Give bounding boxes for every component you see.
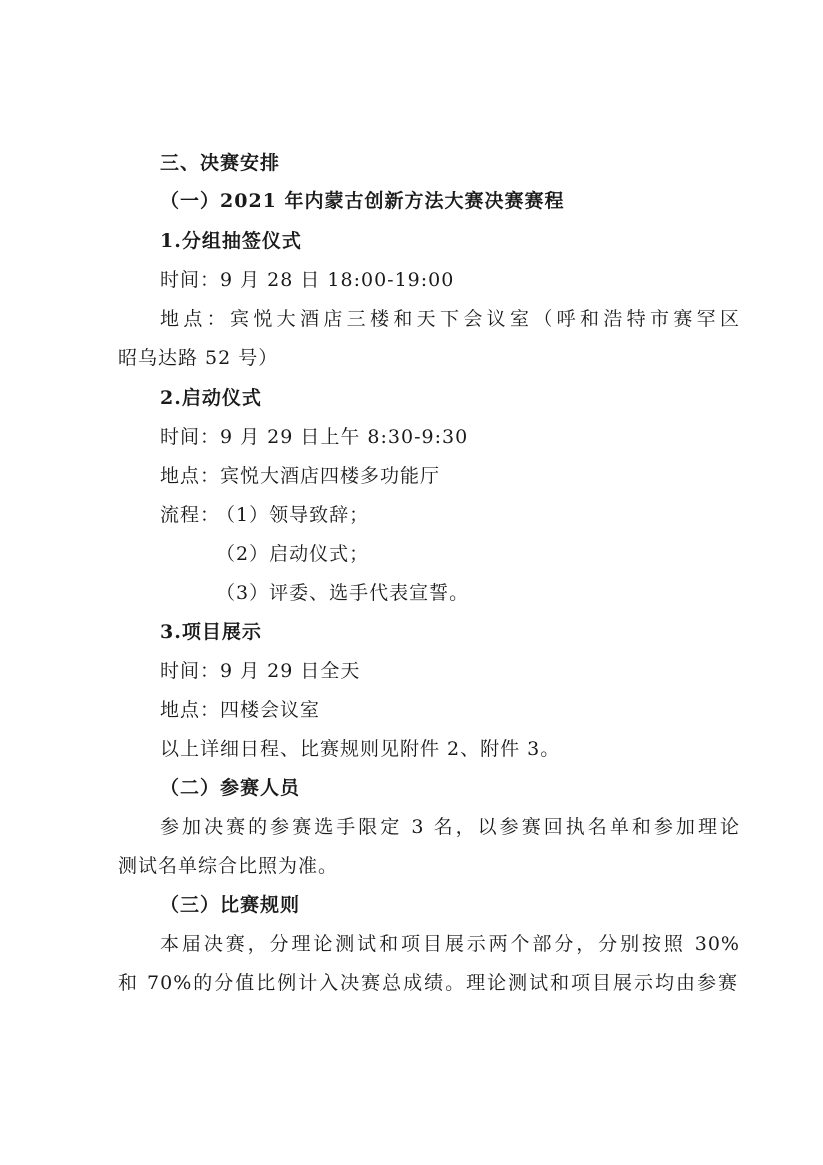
- subsection-heading-schedule: （一）2021 年内蒙古创新方法大赛决赛赛程: [160, 190, 565, 212]
- opening-ceremony-place: 地点：宾悦大酒店四楼多功能厅: [160, 465, 441, 487]
- opening-ceremony-flow-2: （2）启动仪式；: [216, 543, 370, 565]
- opening-ceremony-flow-3: （3）评委、选手代表宣誓。: [216, 582, 470, 604]
- draw-ceremony-time: 时间：9 月 28 日 18:00-19:00: [160, 269, 455, 291]
- item-heading-project-showcase: 3.项目展示: [160, 621, 262, 643]
- participants-line1: 参加决赛的参赛选手限定 3 名，以参赛回执名单和参加理论: [160, 816, 740, 838]
- project-showcase-place: 地点：四楼会议室: [160, 699, 321, 721]
- subsection-heading-participants: （二）参赛人员: [160, 777, 301, 799]
- draw-ceremony-place-line2: 昭乌达路 52 号）: [118, 347, 279, 369]
- opening-ceremony-time: 时间：9 月 29 日上午 8:30-9:30: [160, 426, 469, 448]
- opening-ceremony-flow-1: （1）领导致辞；: [216, 504, 370, 526]
- opening-ceremony-flow-label: 流程：: [160, 504, 221, 526]
- participants-line2: 测试名单综合比照为准。: [118, 855, 339, 877]
- item-heading-opening-ceremony: 2.启动仪式: [160, 387, 262, 409]
- draw-ceremony-place-line1: 地点：宾悦大酒店三楼和天下会议室（呼和浩特市赛罕区: [160, 308, 740, 330]
- schedule-note: 以上详细日程、比赛规则见附件 2、附件 3。: [160, 738, 561, 760]
- subsection-heading-rules: （三）比赛规则: [160, 894, 301, 916]
- project-showcase-time: 时间：9 月 29 日全天: [160, 660, 361, 682]
- section-heading: 三、决赛安排: [160, 152, 281, 174]
- rules-line2: 和 70%的分值比例计入决赛总成绩。理论测试和项目展示均由参赛: [118, 972, 738, 994]
- rules-line1: 本届决赛，分理论测试和项目展示两个部分，分别按照 30%: [160, 933, 740, 955]
- item-heading-draw-ceremony: 1.分组抽签仪式: [160, 230, 302, 252]
